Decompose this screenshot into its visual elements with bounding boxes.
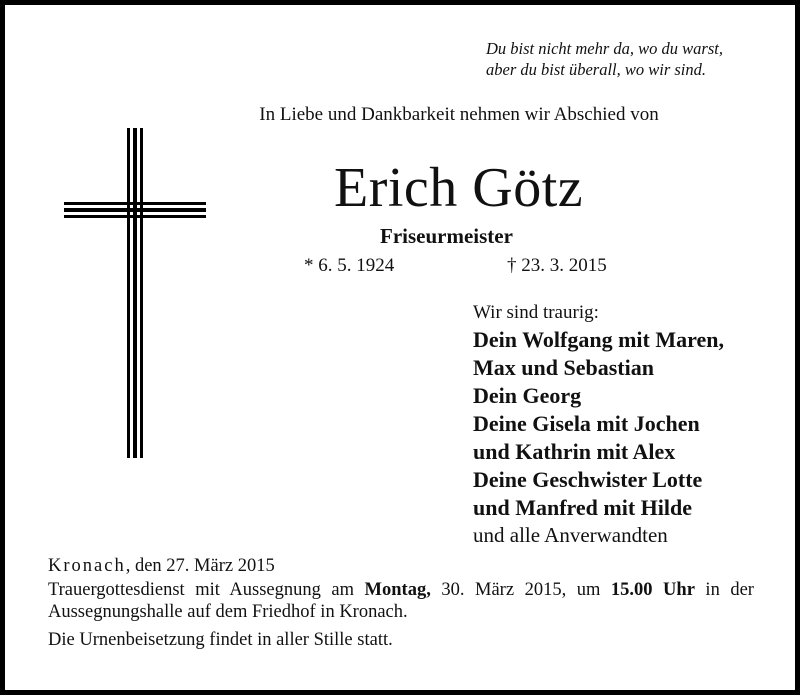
- birth-date: * 6. 5. 1924: [304, 255, 395, 276]
- mourner-line: Deine Geschwister Lotte: [473, 467, 703, 492]
- deceased-profession: Friseurmeister: [380, 224, 513, 248]
- intro-text: [0, 104, 800, 126]
- service-time: 15.00 Uhr: [610, 580, 695, 600]
- service-info: [48, 555, 754, 651]
- mourner-line: Deine Gisela mit Jochen: [473, 411, 700, 436]
- place-date: [48, 555, 754, 577]
- mourners-block: [473, 300, 793, 548]
- mourner-line: Dein Georg: [473, 383, 582, 408]
- motto-line: aber du bist überall, wo wir sind.: [486, 60, 707, 79]
- service-text: 30. März 2015, um: [430, 580, 611, 600]
- cross-icon: [64, 128, 206, 458]
- motto-line: Du bist nicht mehr da, wo du warst,: [486, 39, 723, 58]
- motto-quote: [486, 38, 776, 80]
- burial-note: Die Urnenbeisetzung findet in aller Stille statt.: [48, 630, 393, 650]
- mourner-line: und Manfred mit Hilde: [473, 495, 693, 520]
- mourner-line: und Kathrin mit Alex: [473, 439, 676, 464]
- service-text: Trauergottesdienst mit Aussegnung am: [48, 580, 365, 600]
- mourner-line: Max und Sebastian: [473, 355, 654, 380]
- mourner-line: Dein Wolfgang mit Maren,: [473, 327, 724, 352]
- deceased-name: Erich Götz: [334, 157, 584, 219]
- place-name: Kronach: [48, 556, 126, 576]
- service-text: in der Aussegnungshalle auf dem Friedhof in Kronach.: [48, 580, 754, 622]
- notice-date: , den 27. März 2015: [125, 556, 275, 576]
- intro-label: In Liebe und Dankbarkeit nehmen wir Abschied von: [259, 104, 659, 125]
- mourners-intro: Wir sind traurig:: [473, 302, 599, 323]
- service-details: [48, 579, 754, 623]
- service-day: Montag,: [364, 580, 431, 600]
- mourners-closing: und alle Anverwandten: [473, 523, 668, 547]
- death-date: † 23. 3. 2015: [507, 255, 607, 276]
